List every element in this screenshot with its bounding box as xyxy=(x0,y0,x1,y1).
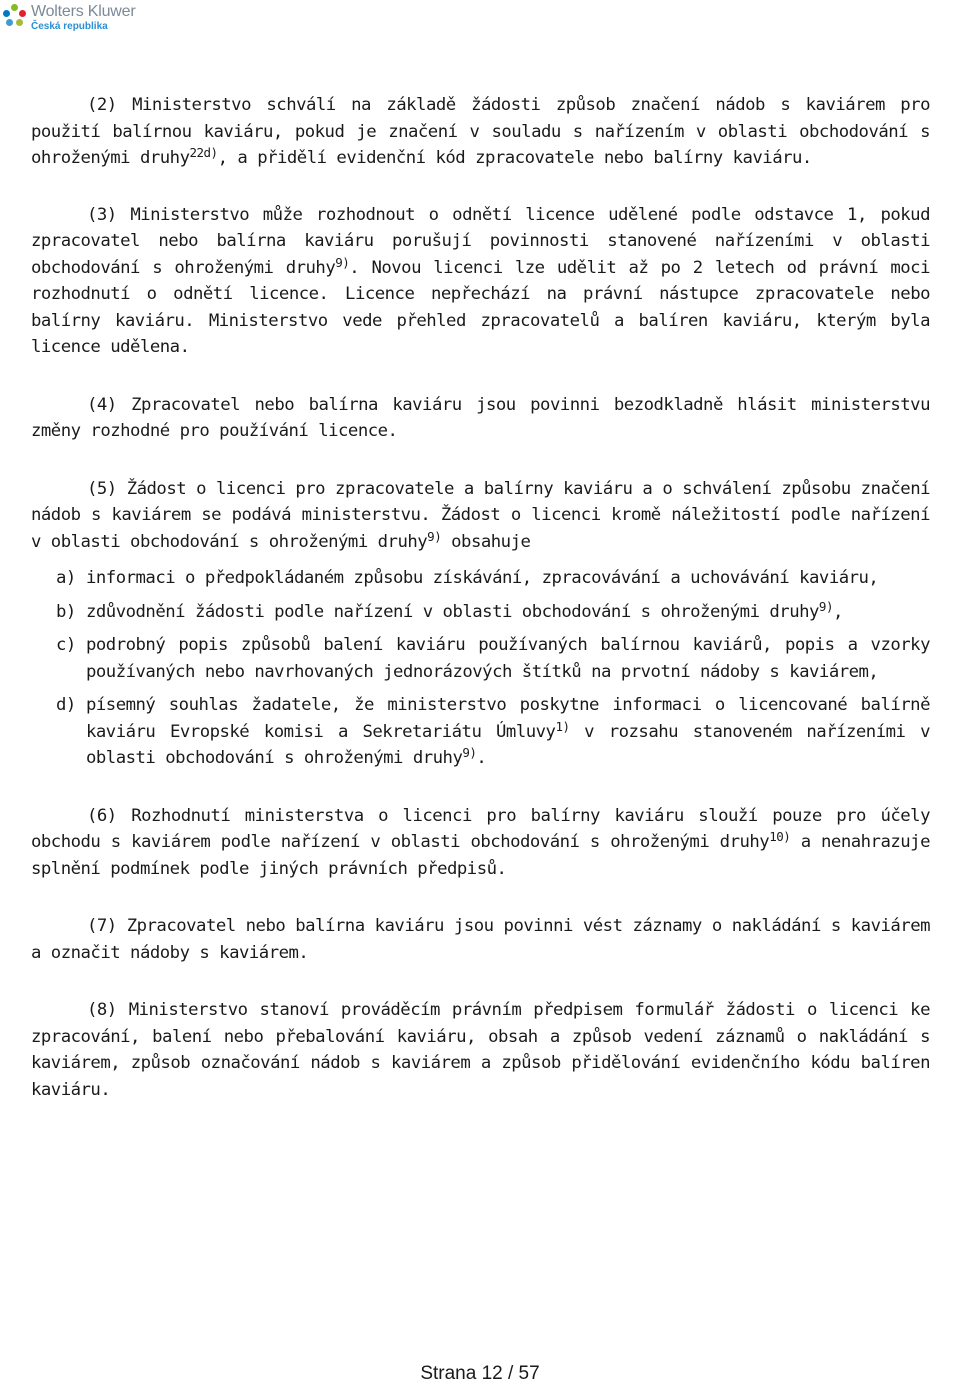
list-item-label: c) xyxy=(56,635,76,655)
paragraph-5-list xyxy=(31,565,930,772)
footnote-ref: 1) xyxy=(555,718,570,734)
list-item xyxy=(56,692,930,772)
list-item xyxy=(56,565,930,592)
paragraph-8: (8) Ministerstvo stanoví prováděcím právním předpisem formulář žádosti o licenci ke zpracování, balení nebo přebalování kaviáru, obsah a způsob vedení záznamů o nakládání s kaviárem, způsob označování nádob s kaviárem a způsob přidělování evidenčního kódu balíren kaviáru. xyxy=(31,1000,930,1100)
paragraph-3: (3) Ministerstvo může rozhodnout o odnětí licence udělené podle odstavce 1, pokud zpracovatel nebo balírna kaviáru porušují povinnosti stanovené nařízeními v oblasti obchodování s ohroženými druhy$^{9)}$. Novou licenci lze udělit až po 2 letech od právní moci rozhodnutí o odnětí licence. Licence nepřechází na právní nástupce zpracovatele nebo balírny kaviáru. Ministerstvo vede přehled zpracovatelů a balíren kaviáru, kterým byla licence udělena. xyxy=(31,204,930,357)
list-item-text: zdůvodnění žádosti podle nařízení v oblasti obchodování s ohroženými druhy$^{9)}$, xyxy=(86,598,843,622)
list-item-text: informaci o předpokládaném způsobu získávání, zpracovávání a uchovávání kaviáru, xyxy=(86,568,879,588)
list-item-text: podrobný popis způsobů balení kaviáru používaných balírnou kaviárů, popis a vzorky používaných nebo navrhovaných jednorázových štítků na prvotní nádoby s kaviárem, xyxy=(86,635,930,682)
list-item-text: písemný souhlas žadatele, že ministerstvo poskytne informaci o licencované balírně kaviáru Evropské komisi a Sekretariátu Úmluvy$^{1)}$ v rozsahu stanoveném nařízeními v oblasti obchodování s ohroženými druhy$^{9)}$. xyxy=(86,695,930,768)
paragraph-4: (4) Zpracovatel nebo balírna kaviáru jsou povinni bezodkladně hlásit ministerstvu změny rozhodné pro používání licence. xyxy=(31,394,930,441)
footnote-ref: 9) xyxy=(427,528,442,544)
footnote-ref: 10) xyxy=(769,829,791,844)
paragraph-7: (7) Zpracovatel nebo balírna kaviáru jsou povinni vést záznamy o nakládání s kaviárem a označit nádoby s kaviárem. xyxy=(31,916,930,963)
footnote-ref: 9) xyxy=(462,745,477,760)
brand-name: Wolters Kluwer xyxy=(31,3,136,20)
list-item-label: b) xyxy=(56,601,76,622)
list-item xyxy=(56,599,930,626)
brand-subtitle: Česká republika xyxy=(31,21,108,32)
paragraph-5: (5) Žádost o licenci pro zpracovatele a balírny kaviáru a o schválení způsobu značení nádob s kaviárem se podává ministerstvu. Žádost o licenci kromě náležitostí podle nařízení v oblasti obchodování s ohroženými druhy$^{9)}$ obsahuje xyxy=(31,478,930,552)
logo-icon xyxy=(3,4,27,28)
footnote-ref: 9) xyxy=(818,598,833,614)
paragraph-2: (2) Ministerstvo schválí na základě žádosti způsob značení nádob s kaviárem pro použití balírnou kaviáru, pokud je značení v souladu s nařízením v oblasti obchodování s ohroženými druhy$^{22d)}$, a přidělí evidenční kód zpracovatele nebo balírny kaviáru. xyxy=(31,95,930,168)
list-item-label: d) xyxy=(56,695,76,715)
footnote-ref: 22d) xyxy=(189,145,218,160)
document-body xyxy=(31,92,930,1103)
publisher-logo xyxy=(3,4,136,32)
paragraph-6: (6) Rozhodnutí ministerstva o licenci pro balírny kaviáru slouží pouze pro účely obchodu s kaviárem podle nařízení v oblasti obchodování s ohroženými druhy$^{10)}$ a nenahrazuje splnění podmínek podle jiných právních předpisů. xyxy=(31,805,930,879)
list-item-label: a) xyxy=(56,568,76,588)
list-item xyxy=(56,632,930,685)
page-number: Strana 12 / 57 xyxy=(420,1363,540,1384)
footnote-ref: 9) xyxy=(335,254,350,270)
